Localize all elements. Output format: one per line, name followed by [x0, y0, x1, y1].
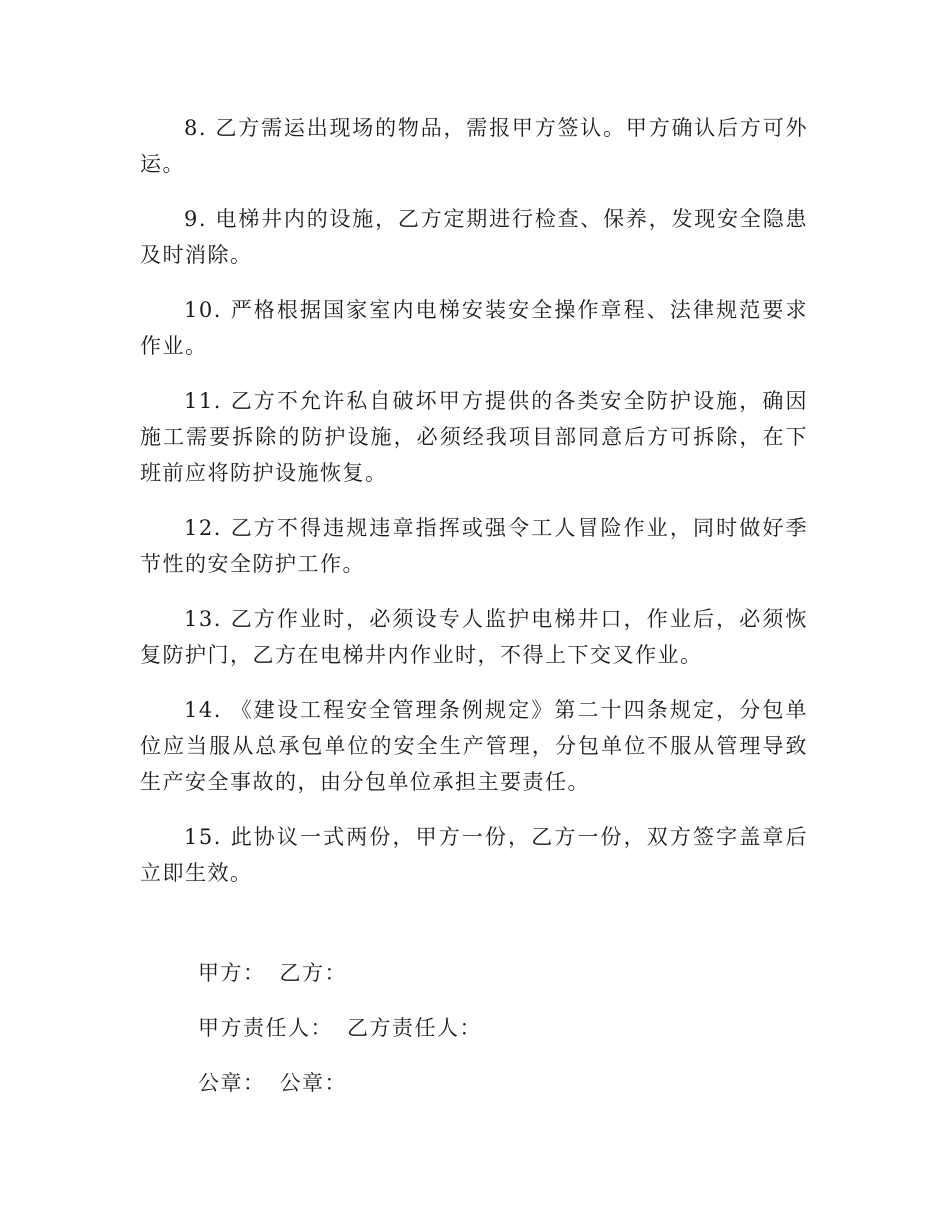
clause-13: 13. 乙方作业时，必须设专人监护电梯井口，作业后，必须恢复防护门，乙方在电梯井内作业时，不得上下交叉作业。: [140, 607, 808, 667]
clause-list: [140, 110, 808, 910]
clause-12: 12. 乙方不得违规违章指挥或强令工人冒险作业，同时做好季节性的安全防护工作。: [140, 516, 808, 576]
clause-11: 11. 乙方不允许私自破坏甲方提供的各类安全防护设施，确因施工需要拆除的防护设施，必须经我项目部同意后方可拆除，在下班前应将防护设施恢复。: [140, 389, 808, 485]
party-b-responsible-label: 乙方责任人：: [347, 1016, 482, 1040]
responsible-row: [198, 1010, 798, 1046]
seal-row: [198, 1065, 798, 1101]
party-a-label: 甲方：: [198, 961, 266, 985]
clause-9: 9. 电梯井内的设施，乙方定期进行检查、保养，发现安全隐患及时消除。: [140, 207, 808, 267]
signature-block: [198, 955, 798, 1120]
clause-10: 10. 严格根据国家室内电梯安装安全操作章程、法律规范要求作业。: [140, 298, 808, 358]
clause-15: 15. 此协议一式两份，甲方一份，乙方一份，双方签字盖章后立即生效。: [140, 825, 808, 885]
party-row: [198, 955, 798, 991]
seal-a-label: 公章：: [198, 1071, 266, 1095]
party-a-responsible-label: 甲方责任人：: [198, 1016, 333, 1040]
clause-14: 14. 《建设工程安全管理条例规定》第二十四条规定，分包单位应当服从总承包单位的安全生产管理，分包单位不服从管理导致生产安全事故的，由分包单位承担主要责任。: [140, 698, 808, 794]
party-b-label: 乙方：: [279, 961, 347, 985]
seal-b-label: 公章：: [279, 1071, 347, 1095]
clause-8: 8. 乙方需运出现场的物品，需报甲方签认。甲方确认后方可外运。: [140, 116, 808, 176]
